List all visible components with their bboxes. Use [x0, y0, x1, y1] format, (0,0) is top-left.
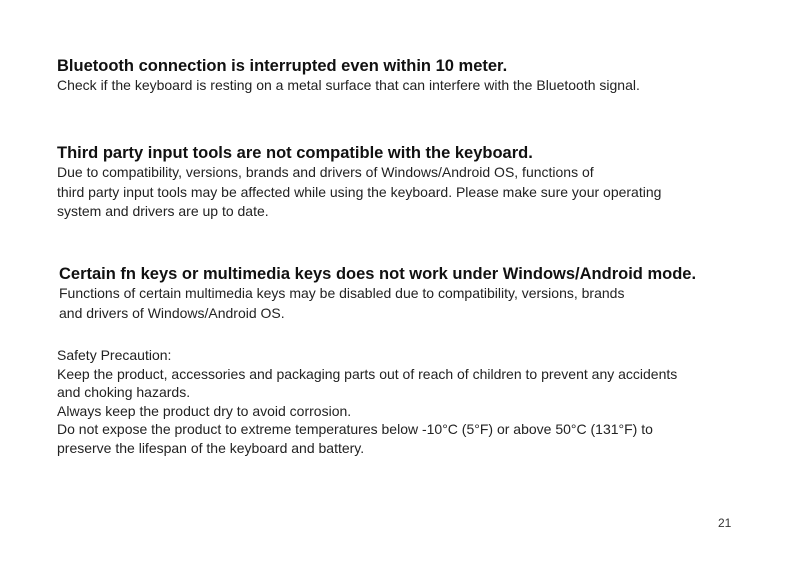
page-number: 21	[718, 516, 732, 530]
section-text-line: Functions of certain multimedia keys may be disabled due to compatibility, versions, brands	[59, 285, 625, 301]
safety-precaution-section	[57, 346, 757, 457]
section-text-line: Due to compatibility, versions, brands and drivers of Windows/Android OS, functions of	[57, 164, 594, 180]
section-heading: Bluetooth connection is interrupted even within 10 meter.	[57, 57, 508, 75]
section-heading: Certain fn keys or multimedia keys does not work under Windows/Android mode.	[59, 265, 697, 283]
safety-title: Safety Precaution:	[57, 347, 172, 363]
safety-text-line: Keep the product, accessories and packaging parts out of reach of children to prevent any accidents	[57, 365, 678, 382]
troubleshoot-section-fn-keys	[59, 264, 759, 323]
troubleshoot-section-bluetooth	[57, 56, 757, 96]
section-text-line: third party input tools may be affected while using the keyboard. Please make sure your operating	[57, 183, 662, 200]
safety-text-line: Do not expose the product to extreme temperatures below -10°C (5°F) or above 50°C (131°F) to	[57, 421, 653, 437]
section-heading: Third party input tools are not compatible with the keyboard.	[57, 144, 533, 162]
section-text-line: Check if the keyboard is resting on a metal surface that can interfere with the Bluetooth signal.	[57, 77, 640, 93]
section-text-line: and drivers of Windows/Android OS.	[59, 304, 285, 321]
safety-text-line: Always keep the product dry to avoid corrosion.	[57, 402, 352, 419]
safety-text-line: preserve the lifespan of the keyboard and battery.	[57, 439, 365, 456]
safety-text-line: and choking hazards.	[57, 384, 191, 400]
troubleshoot-section-input-tools	[57, 143, 757, 222]
section-text-line: system and drivers are up to date.	[57, 203, 269, 219]
